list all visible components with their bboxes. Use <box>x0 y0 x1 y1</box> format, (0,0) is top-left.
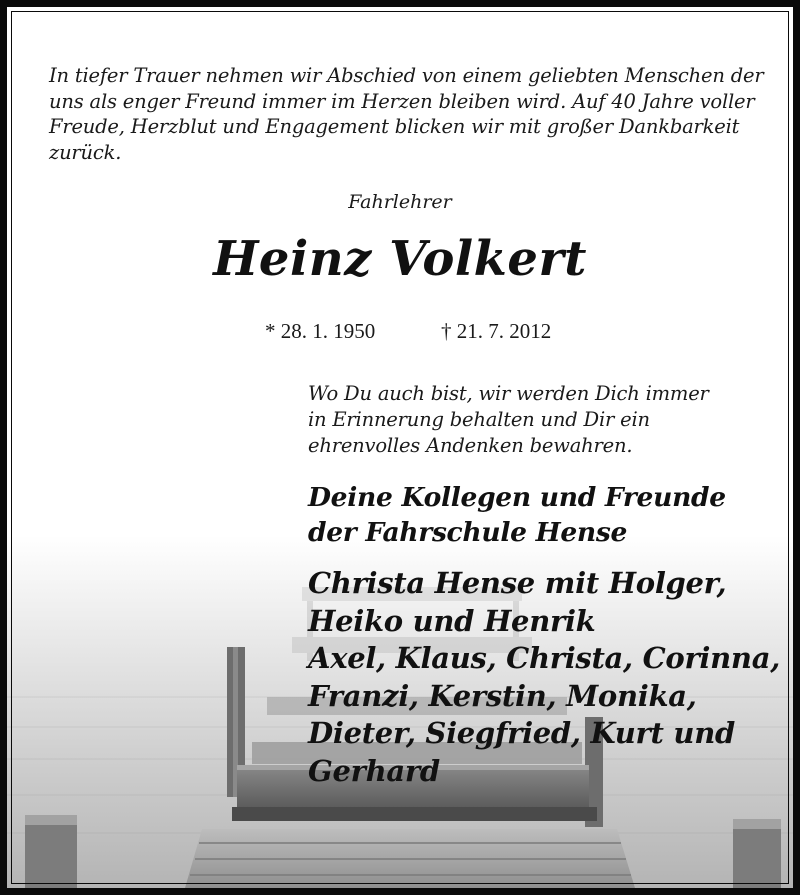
birth-date: * 28. 1. 1950 <box>265 319 376 343</box>
signature-name-line: Heiko und Henrik <box>308 603 596 638</box>
signature-names <box>308 565 788 790</box>
verse-line: in Erinnerung behalten und Dir ein <box>308 408 650 431</box>
signature-name-line: Gerhard <box>308 753 440 788</box>
signature-name-line: Franzi, Kerstin, Monika, <box>308 678 697 713</box>
deceased-name: Heinz Volkert <box>213 231 587 287</box>
memorial-verse <box>308 381 768 459</box>
signature-name-line: Dieter, Siegfried, Kurt und <box>308 716 735 750</box>
signature-name-line: Christa Hense mit Holger, <box>308 566 727 600</box>
intro-line: In tiefer Trauer nehmen wir Abschied von einem geliebten Menschen der <box>49 64 764 87</box>
intro-line: Freude, Herzblut und Engagement blicken wir mit großer Dankbarkeit <box>49 115 740 139</box>
signature-group <box>308 480 788 550</box>
verse-line: ehrenvolles Andenken bewahren. <box>308 434 633 457</box>
intro-paragraph <box>49 63 764 165</box>
signature-group-line: der Fahrschule Hense <box>308 517 628 548</box>
signature-group-line: Deine Kollegen und Freunde <box>308 482 726 513</box>
intro-line: zurück. <box>49 140 122 164</box>
signature-name-line: Axel, Klaus, Christa, Corinna, <box>308 641 781 675</box>
verse-line: Wo Du auch bist, wir werden Dich immer <box>308 382 709 405</box>
intro-line: uns als enger Freund immer im Herzen bleiben wird. Auf 40 Jahre voller <box>49 89 755 113</box>
death-date: † 21. 7. 2012 <box>441 319 552 343</box>
profession-label: Fahrlehrer <box>348 191 452 213</box>
